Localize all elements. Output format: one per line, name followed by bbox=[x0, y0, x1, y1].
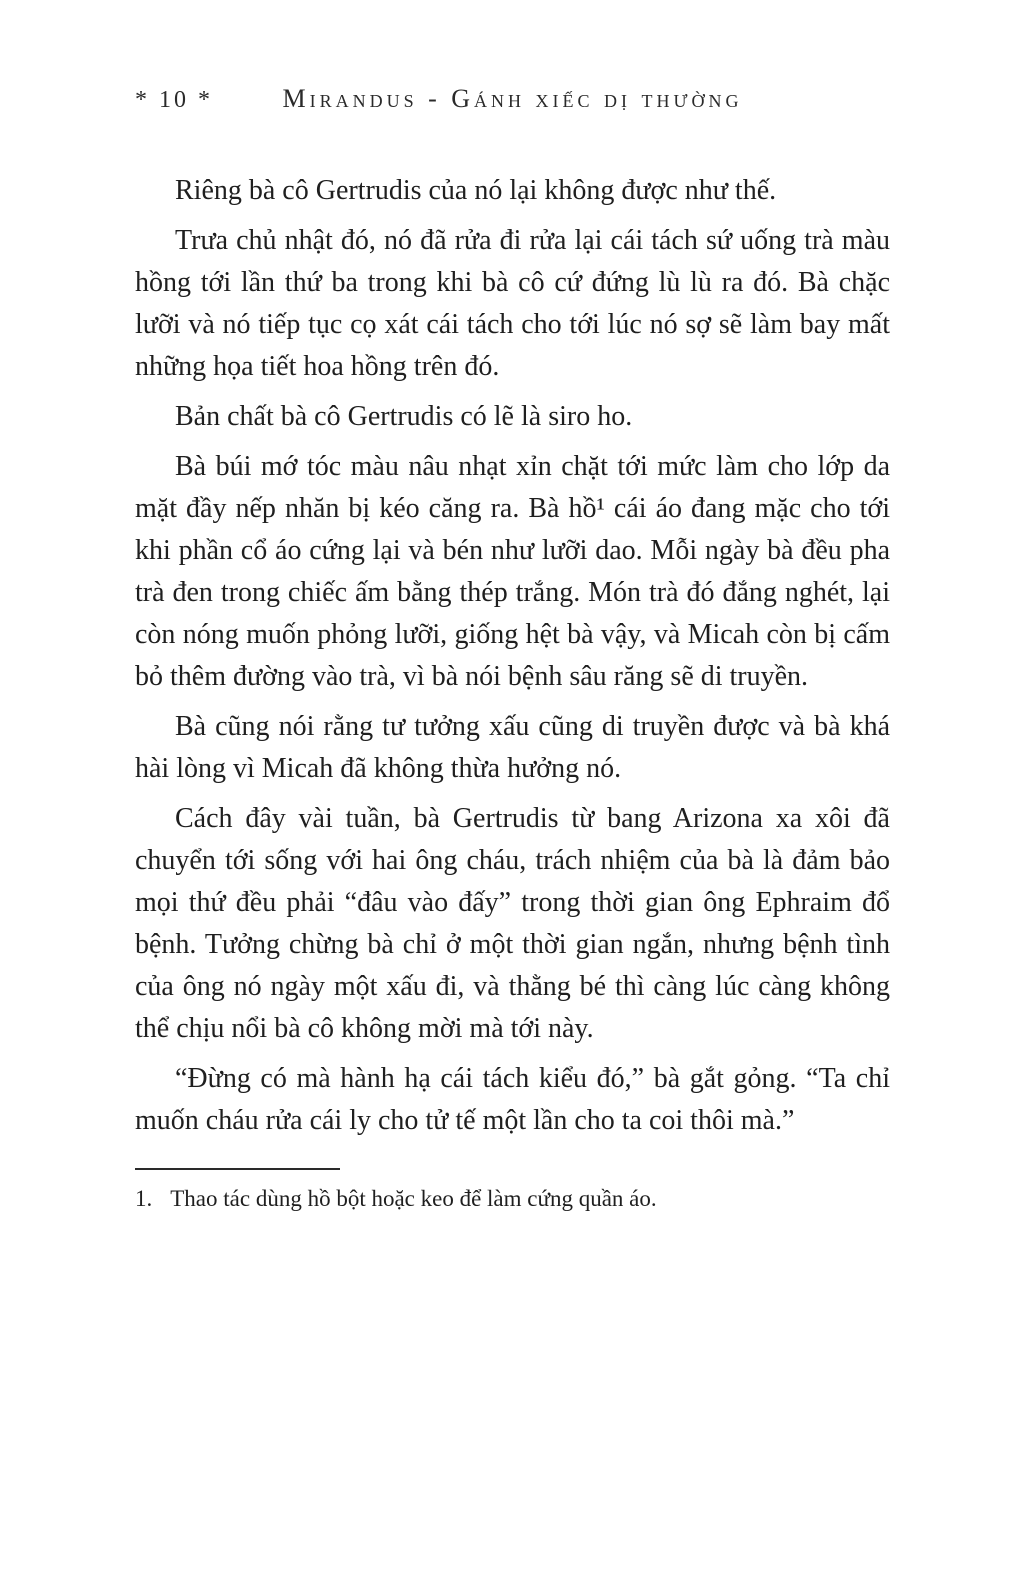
paragraph-6: Cách đây vài tuần, bà Gertrudis từ bang Arizona xa xôi đã chuyển tới sống với hai ông cháu, trách nhiệm của bà là đảm bảo mọi thứ đều phải “đâu vào đấy” trong thời gian ông Ephraim đổ bệnh. Tưởng chừng bà chỉ ở một thời gian ngắn, nhưng bệnh tình của ông nó ngày một xấu đi, và thằng bé thì càng lúc càng không thể chịu nổi bà cô không mời mà tới này. bbox=[135, 803, 890, 1044]
book-title: Mirandus - Gánh xiếc dị thường bbox=[282, 84, 743, 113]
footnote bbox=[135, 1182, 890, 1215]
footnote-area bbox=[135, 1168, 890, 1215]
paragraph-5: Bà cũng nói rằng tư tưởng xấu cũng di truyền được và bà khá hài lòng vì Micah đã không thừa hưởng nó. bbox=[135, 711, 890, 784]
footnote-divider bbox=[135, 1168, 340, 1170]
footnote-number: 1. bbox=[135, 1186, 153, 1211]
paragraph-1: Riêng bà cô Gertrudis của nó lại không được như thế. bbox=[175, 175, 777, 206]
page-body bbox=[135, 170, 890, 1142]
footnote-text: Thao tác dùng hồ bột hoặc keo để làm cứng quần áo. bbox=[170, 1186, 657, 1211]
paragraph-7: “Đừng có mà hành hạ cái tách kiểu đó,” bà gắt gỏng. “Ta chỉ muốn cháu rửa cái ly cho tử tế một lần cho ta coi thôi mà.” bbox=[135, 1063, 890, 1136]
paragraph-3: Bản chất bà cô Gertrudis có lẽ là siro ho. bbox=[175, 401, 633, 432]
paragraph-2: Trưa chủ nhật đó, nó đã rửa đi rửa lại cái tách sứ uống trà màu hồng tới lần thứ ba trong khi bà cô cứ đứng lù lù ra đó. Bà chặc lưỡi và nó tiếp tục cọ xát cái tách cho tới lúc nó sợ sẽ làm bay mất những họa tiết hoa hồng trên đó. bbox=[135, 225, 890, 382]
page-number: * 10 * bbox=[135, 87, 213, 113]
paragraph-4: Bà búi mớ tóc màu nâu nhạt xỉn chặt tới mức làm cho lớp da mặt đầy nếp nhăn bị kéo căng ra. Bà hồ¹ cái áo đang mặc cho tới khi phần cổ áo cứng lại và bén như lưỡi dao. Mỗi ngày bà đều pha trà đen trong chiếc ấm bằng thép trắng. Món trà đó đắng nghét, lại còn nóng muốn phỏng lưỡi, giống hệt bà vậy, và Micah còn bị cấm bỏ thêm đường vào trà, vì bà nói bệnh sâu răng sẽ di truyền. bbox=[135, 451, 890, 692]
page-header bbox=[135, 84, 890, 122]
